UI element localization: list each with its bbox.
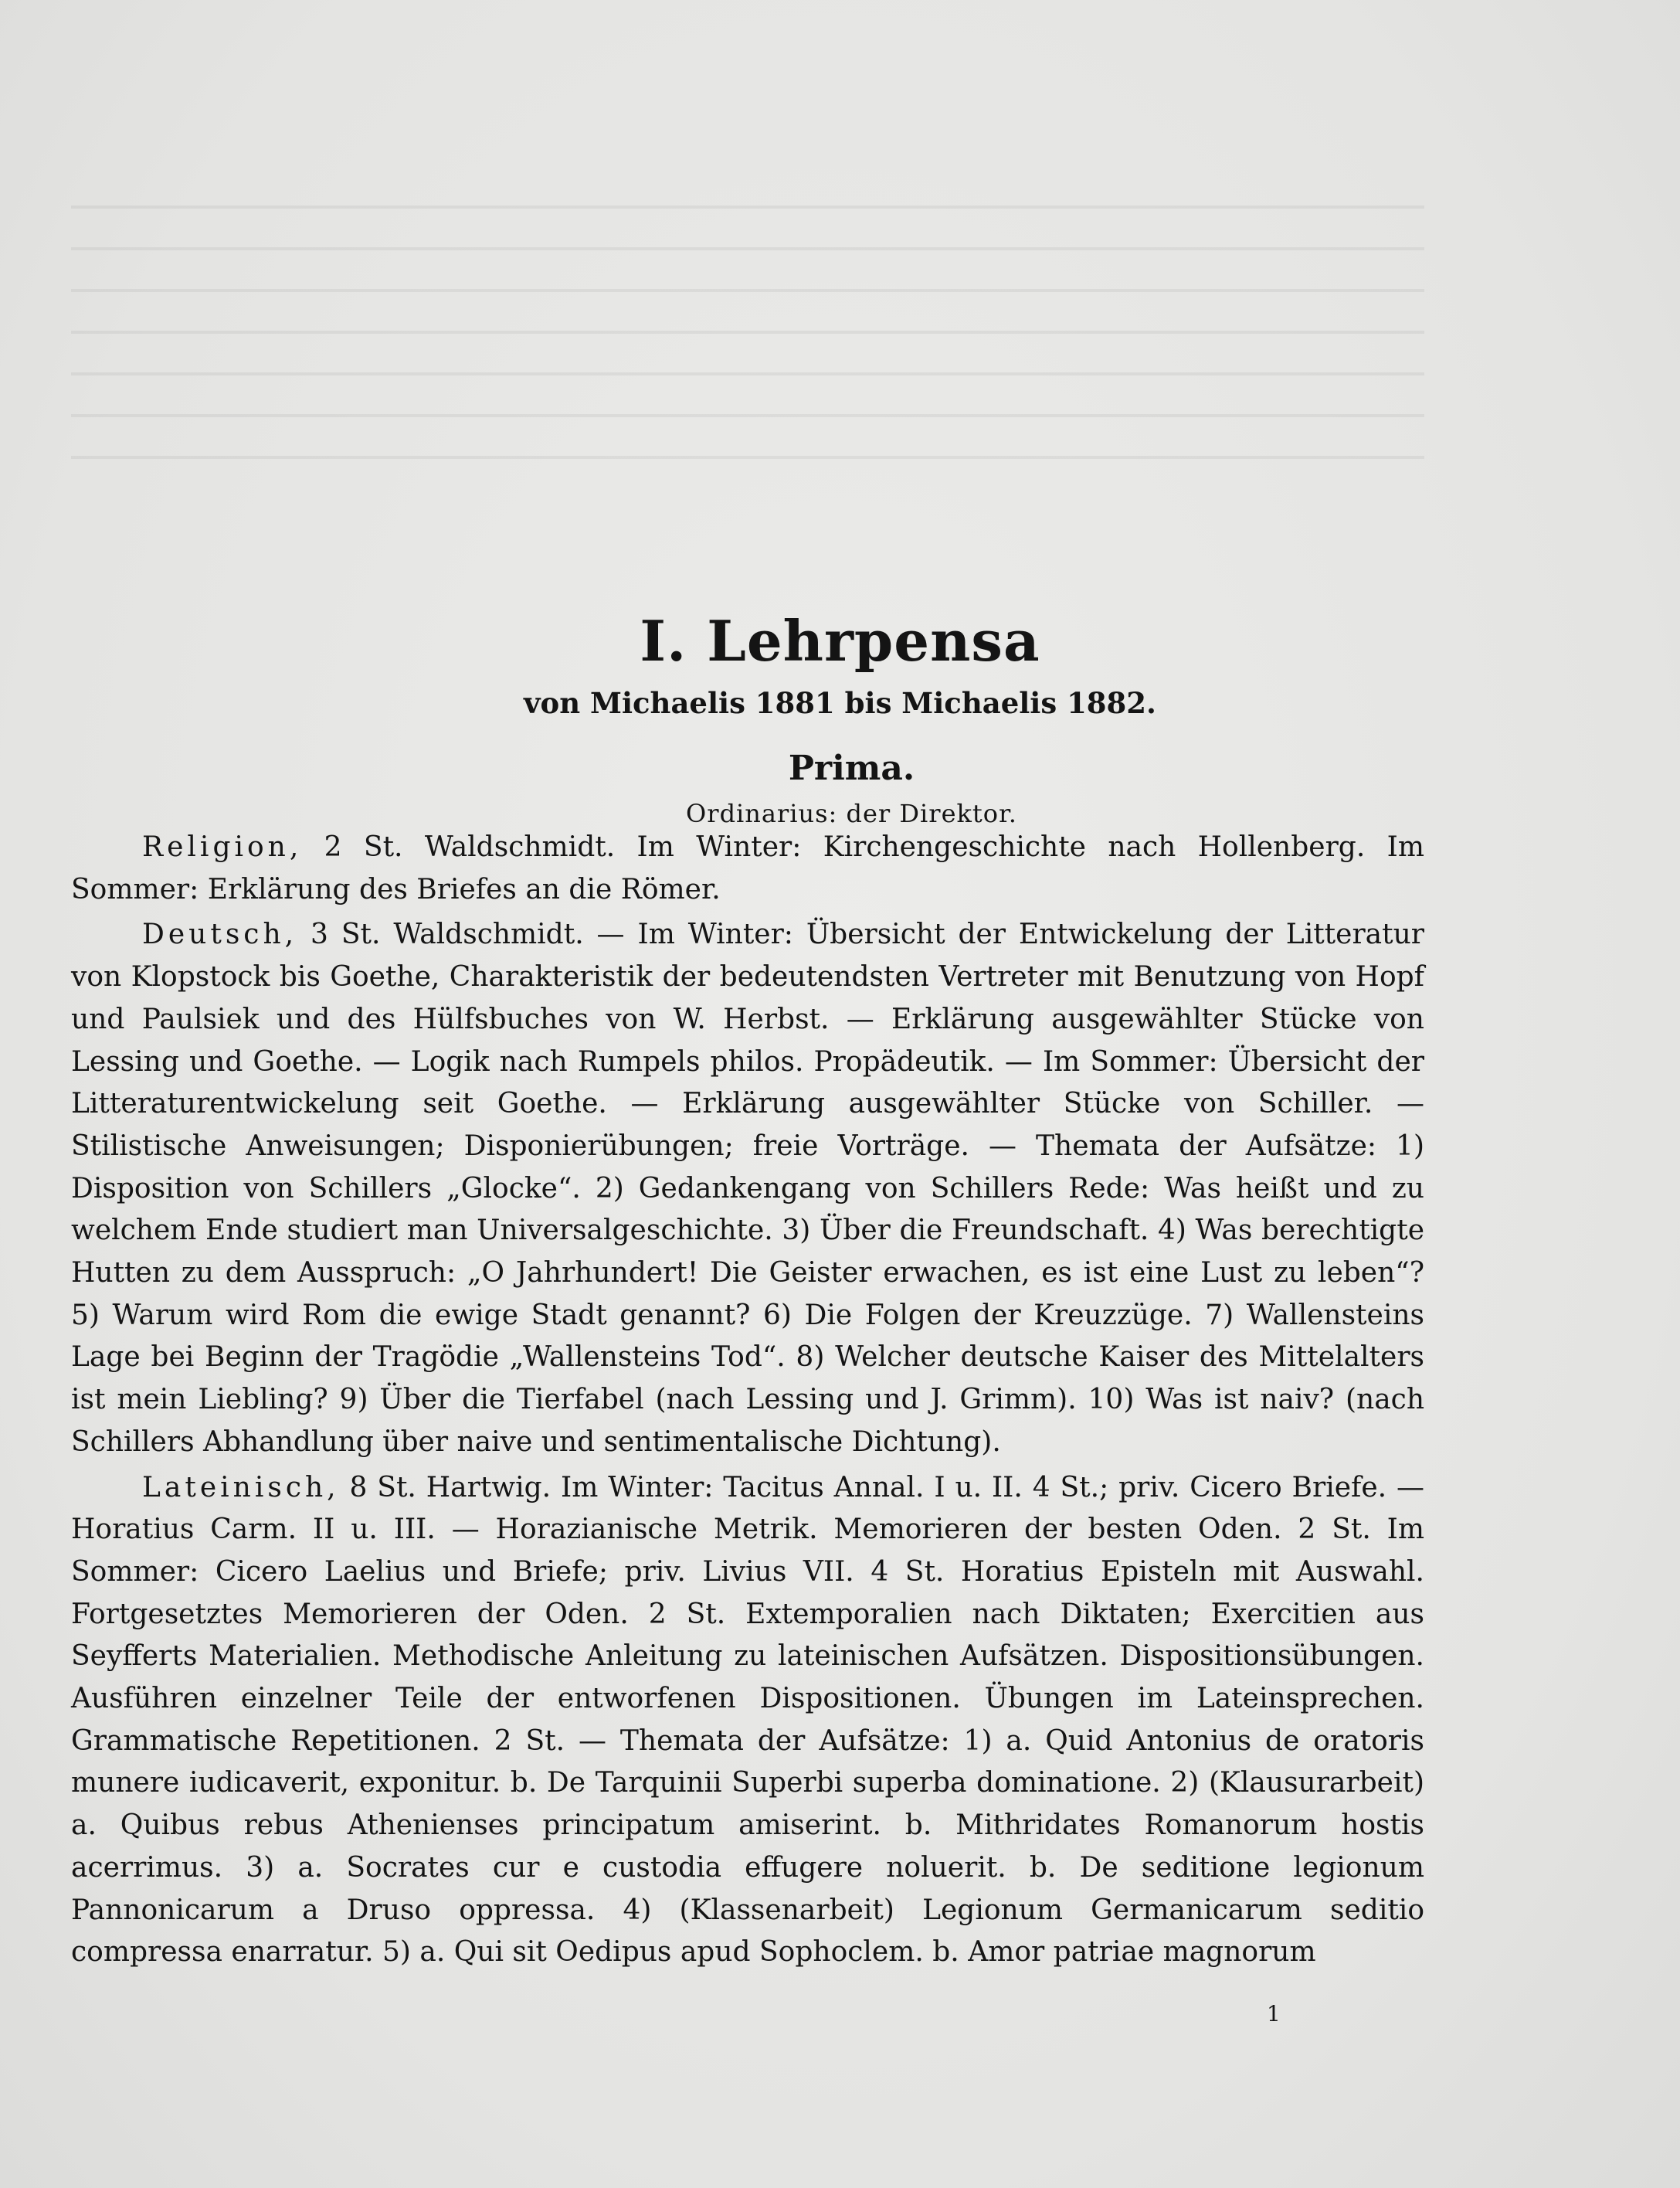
page-number: 1: [1267, 2001, 1281, 2027]
header: [0, 603, 1680, 831]
section-text: 8 St. Hartwig. Im Winter: Tacitus Annal. I u. II. 4 St.; priv. Cicero Briefe. — Horatius Carm. II u. III. — Horazianische Metrik. Memorieren der besten Oden. 2 St. Im Sommer: Cicero Laelius und Briefe; priv. Livius VII. 4 St. Horatius Episteln mit Auswahl. Fortgesetztes Memorieren der Oden. 2 St. Extemporalien nach Diktaten; Exercitien aus Seyfferts Materialien. Methodische Anleitung zu lateinischen Aufsätzen. Dispositionsübungen. Ausführen einzelner Teile der entworfenen Dispositionen. Übungen im Lateinsprechen. Grammatische Repetitionen. 2 St. — Themata der Aufsätze: 1) a. Quid Antonius de oratoris munere iudicaverit, exponitur. b. De Tarquinii Superbi superba dominatione. 2) (Klausurarbeit) a. Quibus rebus Athenienses principatum amiserint. b. Mithridates Romanorum hostis acerrimus. 3) a. Socrates cur e custodia effugere noluerit. b. De seditione legionum Pannonicarum a Druso oppressa. 4) (Klassenarbeit) Legionum Germanicarum seditio compressa enarratur. 5) a. Qui sit Oedipus apud Sophoclem. b. Amor patriae magnorum: [71, 1471, 1424, 1969]
show-through-background: [71, 178, 1424, 471]
body-text: [71, 827, 1424, 1974]
ordinarius-line: Ordinarius: der Direktor.: [686, 799, 1017, 828]
subject-label: Religion,: [142, 831, 303, 863]
subject-label: Deutsch,: [142, 919, 298, 951]
section-deutsch: [71, 914, 1424, 1463]
subject-label: Lateinisch,: [142, 1471, 340, 1503]
section-text: 2 St. Waldschmidt. Im Winter: Kirchengeschichte nach Hollenberg. Im Sommer: Erklärung des Briefes an die Römer.: [71, 831, 1424, 905]
section-lateinisch: [71, 1467, 1424, 1974]
page-subtitle: von Michaelis 1881 bis Michaelis 1882.: [524, 686, 1156, 720]
page-title: I. Lehrpensa: [640, 608, 1040, 674]
section-religion: [71, 827, 1424, 911]
class-heading: Prima.: [788, 749, 915, 788]
section-text: 3 St. Waldschmidt. — Im Winter: Übersicht der Entwickelung der Litteratur von Klopstock bis Goethe, Charakteristik der bedeutendsten Vertreter mit Benutzung von Hopf und Paulsiek und des Hülfsbuches von W. Herbst. — Erklärung ausgewählter Stücke von Lessing und Goethe. — Logik nach Rumpels philos. Propädeutik. — Im Sommer: Übersicht der Litteraturentwickelung seit Goethe. — Erklärung ausgewählter Stücke von Schiller. — Stilistische Anweisungen; Disponierübungen; freie Vorträge. — Themata der Aufsätze: 1) Disposition von Schillers „Glocke“. 2) Gedankengang von Schillers Rede: Was heißt und zu welchem Ende studiert man Universalgeschichte. 3) Über die Freundschaft. 4) Was berechtigte Hutten zu dem Ausspruch: „O Jahrhundert! Die Geister erwachen, es ist eine Lust zu leben“? 5) Warum wird Rom die ewige Stadt genannt? 6) Die Folgen der Kreuzzüge. 7) Wallensteins Lage bei Beginn der Tragödie „Wallensteins Tod“. 8) Welcher deutsche Kaiser des Mittelalters ist mein Liebling? 9) Über die Tierfabel (nach Lessing und J. Grimm). 10) Was ist naiv? (nach Schillers Abhandlung über naive und sentimentalische Dichtung).: [71, 919, 1424, 1458]
